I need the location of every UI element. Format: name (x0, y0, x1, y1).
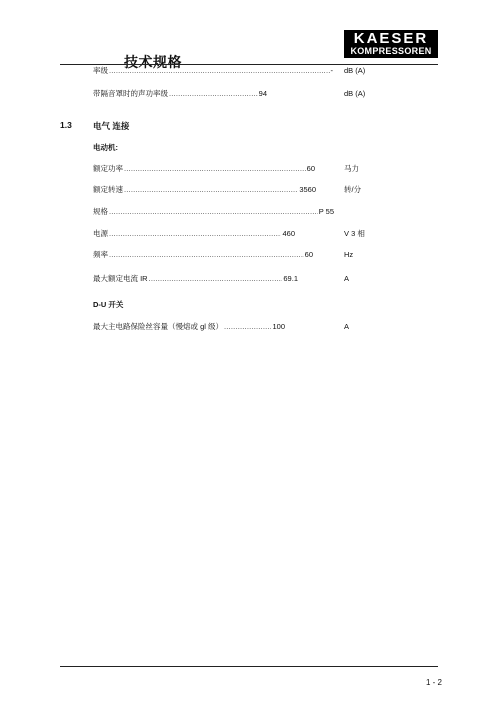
spec-row-max-current (93, 274, 298, 284)
spec-value: 60 (306, 164, 315, 173)
spec-row-frequency (93, 250, 313, 260)
spec-label: 最大主电路保险丝容量（慢熔或 gl 级） (93, 322, 224, 331)
spec-value: 100 (272, 322, 285, 331)
spec-label: 带隔音罩时的声功率级 (93, 89, 168, 98)
logo-subtitle: KOMPRESSOREN (350, 46, 432, 56)
leader-dots (109, 207, 318, 217)
header-rule (60, 64, 438, 65)
spec-value: 460 (282, 229, 295, 238)
spec-unit: A (344, 322, 350, 331)
kaeser-logo (344, 30, 438, 58)
spec-unit: V 3 相 (344, 229, 365, 238)
page-title: 技术规格 (124, 54, 182, 70)
leader-dots (109, 250, 304, 260)
spec-unit: dB (A) (344, 89, 366, 98)
spec-label: 频率 (93, 250, 108, 259)
spec-label: 规格 (93, 207, 108, 216)
spec-row-rated-speed (93, 185, 316, 195)
leader-dots (124, 185, 298, 195)
spec-row-protection (93, 207, 334, 217)
spec-value: 69.1 (283, 274, 298, 283)
spec-row-sound-level (93, 66, 333, 76)
leader-dots (224, 322, 271, 332)
spec-label: 额定转速 (93, 185, 123, 194)
spec-row-sound-power (93, 89, 267, 99)
leader-dots (109, 66, 330, 76)
leader-dots (109, 229, 281, 239)
spec-value: P 55 (318, 207, 334, 216)
spec-value: 3560 (299, 185, 316, 194)
spec-unit: Hz (344, 250, 354, 259)
spec-value: 94 (258, 89, 267, 98)
footer-rule (60, 666, 438, 667)
leader-dots (124, 164, 306, 174)
spec-unit: A (344, 274, 350, 283)
leader-dots (149, 274, 283, 284)
spec-value: - (330, 66, 333, 75)
section-title: 电气 连接 (93, 121, 130, 131)
du-switch-heading: D-U 开关 (93, 300, 124, 309)
logo-wordmark: KAESER (353, 30, 429, 47)
spec-unit: dB (A) (344, 66, 366, 75)
spec-label: 率级 (93, 66, 108, 75)
spec-label: 电源 (93, 229, 108, 238)
spec-unit: 马力 (344, 164, 359, 173)
spec-label: 额定功率 (93, 164, 123, 173)
spec-row-power-supply (93, 229, 295, 239)
motor-heading: 电动机: (93, 143, 118, 152)
spec-unit: 转/分 (344, 185, 362, 194)
section-number: 1.3 (60, 120, 72, 130)
spec-label: 最大额定电流 IR (93, 274, 148, 283)
leader-dots (169, 89, 258, 99)
spec-row-max-fuse (93, 322, 285, 332)
page-number: 1 - 2 (426, 678, 443, 687)
spec-value: 60 (304, 250, 313, 259)
spec-row-rated-power (93, 164, 315, 174)
